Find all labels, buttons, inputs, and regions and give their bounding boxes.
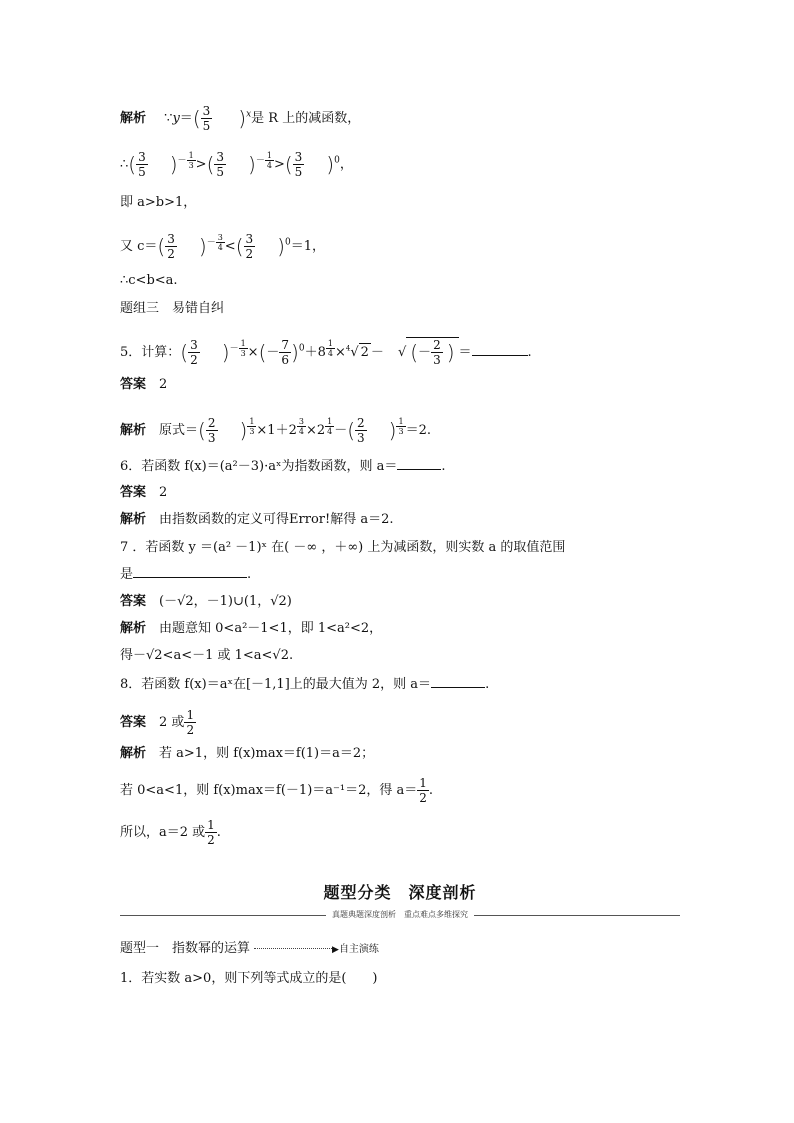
explanation-line-3: 即 a>b>1， — [120, 195, 197, 210]
solution-5: 解析 原式＝( $\frac{2}{3}$ ) $^{\frac{1}{3}}$ ×1＋2 $^{\frac{3}{4}}$ ×2 $^{\frac{1}{4}}$ －( $\frac{2}{3}$ ) $^{\frac{1}{3}}$ ＝2. — [120, 416, 431, 445]
answer-5: 答案 2 — [120, 377, 168, 392]
answer-8: 答案 2 或 $\frac{1}{2}$ — [120, 708, 195, 737]
type-1-heading — [120, 940, 379, 959]
type-1-title: 题型一 指数幂的运算 — [120, 941, 251, 956]
explanation-line-1: 解析 ∵y＝( $\frac{3}{5}$ )$^x$是 R 上的减函数， — [120, 104, 361, 133]
type-1-tag: 自主演练 — [338, 944, 379, 955]
explanation-line-4: 又 c＝( $\frac{3}{2}$ )$^{- \frac{3}{4}}$ <( $\frac{3}{2}$ )$^0$＝1， — [120, 232, 325, 261]
explanation-line-5: ∴c<b<a. — [120, 273, 178, 288]
solution-8-line-2: 若 0<a<1，则 f(x)max＝f(－1)＝a⁻¹＝2，得 a＝ $\frac{1}{2}$ . — [120, 776, 434, 805]
question-1: 1．若实数 a>0，则下列等式成立的是( ) — [120, 971, 378, 986]
solution-8-line-3: 所以，a＝2 或 $\frac{1}{2}$ . — [120, 818, 221, 847]
decreasing-function-text: 是 R 上的减函数， — [251, 111, 361, 126]
arrow-right-icon: ▶ — [332, 945, 339, 955]
solution-6: 解析 由指数函数的定义可得Error!解得 a＝2. — [120, 512, 394, 527]
explanation-line-2: ∴( $\frac{3}{5}$ )$^{- \frac{1}{3}}$ >( $\frac{3}{5}$ )$^{- \frac{1}{4}}$ >( $\frac{3}{5}$ )$^0$， — [120, 150, 353, 179]
answer-7: 答案 (－√2，－1)∪(1，√2) — [120, 594, 292, 609]
banner-subtitle: 真题典题深度剖析 重点难点多维探究 — [326, 909, 474, 920]
question-6: 6．若函数 f(x)＝(a²－3)·aˣ为指数函数，则 a＝ . — [120, 459, 446, 474]
question-8: 8．若函数 f(x)＝aˣ在[－1,1]上的最大值为 2，则 a＝ . — [120, 677, 490, 692]
dotted-leader — [254, 948, 332, 949]
solution-7-line-2: 得－√2<a<－1 或 1<a<√2. — [120, 648, 294, 663]
solution-7-line-1: 解析 由题意知 0<a²－1<1，即 1<a²<2， — [120, 621, 383, 636]
solution-8-line-1: 解析 若 a>1，则 f(x)max＝f(1)＝a＝2； — [120, 746, 375, 761]
banner-title: 题型分类 深度剖析 — [323, 883, 477, 902]
question-7: 7 ．若函数 y ＝(a² －1)ˣ 在( －∞ ，＋∞) 上为减函数，则实数 a 的取值范围 — [120, 540, 566, 555]
question-5: 5．计算：( $\frac{3}{2}$ )$^{- \frac{1}{3}}$ ×(－ $\frac{7}{6}$ )$^0$＋8 $^{\frac{1}{4}}$ ×$^4$√ 2 － √ (－ $\frac{2}{3}$ ) ＝ . — [120, 338, 532, 367]
section-banner — [120, 880, 680, 921]
answer-6: 答案 2 — [120, 485, 168, 500]
question-7-cont: 是 . — [120, 567, 252, 582]
label-jiexi: 解析 — [120, 111, 147, 126]
fraction: $\frac{3}{5}$ — [202, 104, 211, 133]
group-3-heading: 题组三 易错自纠 — [120, 301, 225, 316]
